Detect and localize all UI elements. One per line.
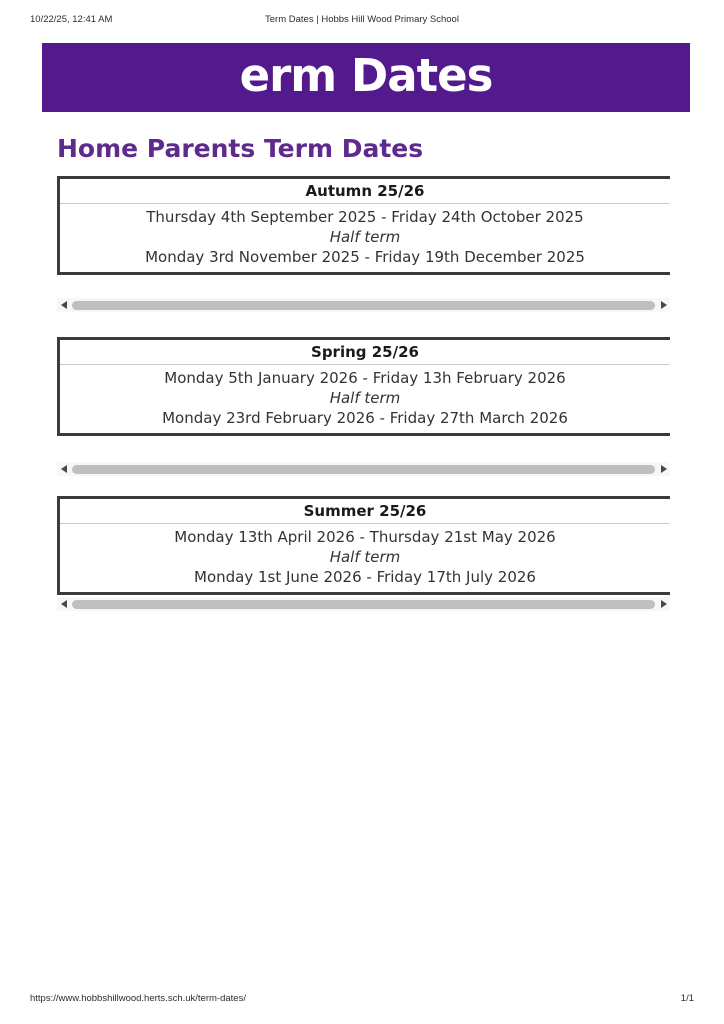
term-card-body <box>60 524 670 592</box>
scroll-left-button[interactable] <box>57 462 70 476</box>
right-arrow-icon <box>661 600 667 608</box>
scrollbar-thumb[interactable] <box>72 465 655 474</box>
horizontal-scrollbar[interactable] <box>57 462 670 476</box>
term-dates-row: Thursday 4th September 2025 - Friday 24th October 2025 <box>146 208 584 226</box>
left-arrow-icon <box>61 465 67 473</box>
horizontal-scrollbar[interactable] <box>57 597 670 611</box>
scroll-right-button[interactable] <box>657 597 670 611</box>
term-card-body <box>60 365 670 433</box>
term-title: Autumn 25/26 <box>60 179 670 204</box>
print-page-number: 1/1 <box>680 993 694 1004</box>
term-card-summer <box>57 496 670 595</box>
term-title: Spring 25/26 <box>60 340 670 365</box>
scroll-left-button[interactable] <box>57 298 70 312</box>
print-page-title: Term Dates | Hobbs Hill Wood Primary School <box>265 14 459 25</box>
right-arrow-icon <box>661 465 667 473</box>
term-card-spring <box>57 337 670 436</box>
content-area <box>57 176 670 611</box>
left-arrow-icon <box>61 301 67 309</box>
scroll-left-button[interactable] <box>57 597 70 611</box>
scrollbar-thumb[interactable] <box>72 301 655 310</box>
page-heading: Home Parents Term Dates <box>57 134 424 163</box>
horizontal-scrollbar[interactable] <box>57 298 670 312</box>
print-footer <box>30 993 694 1004</box>
term-title: Summer 25/26 <box>60 499 670 524</box>
print-datetime: 10/22/25, 12:41 AM <box>30 14 113 25</box>
print-url: https://www.hobbshillwood.herts.sch.uk/term-dates/ <box>30 993 246 1004</box>
half-term-row: Half term <box>329 389 401 407</box>
half-term-row: Half term <box>329 228 401 246</box>
scroll-right-button[interactable] <box>657 462 670 476</box>
banner-title: erm Dates <box>239 48 493 102</box>
right-arrow-icon <box>661 301 667 309</box>
left-arrow-icon <box>61 600 67 608</box>
term-card-autumn <box>57 176 670 275</box>
print-header <box>30 14 694 25</box>
term-dates-row: Monday 1st June 2026 - Friday 17th July 2026 <box>194 568 536 586</box>
page-banner <box>42 43 690 112</box>
half-term-row: Half term <box>329 548 401 566</box>
term-dates-row: Monday 23rd February 2026 - Friday 27th March 2026 <box>162 409 568 427</box>
term-dates-row: Monday 13th April 2026 - Thursday 21st May 2026 <box>174 528 556 546</box>
term-dates-row: Monday 3rd November 2025 - Friday 19th December 2025 <box>145 248 585 266</box>
term-card-body <box>60 204 670 272</box>
term-dates-row: Monday 5th January 2026 - Friday 13h February 2026 <box>164 369 566 387</box>
scrollbar-thumb[interactable] <box>72 600 655 609</box>
scroll-right-button[interactable] <box>657 298 670 312</box>
